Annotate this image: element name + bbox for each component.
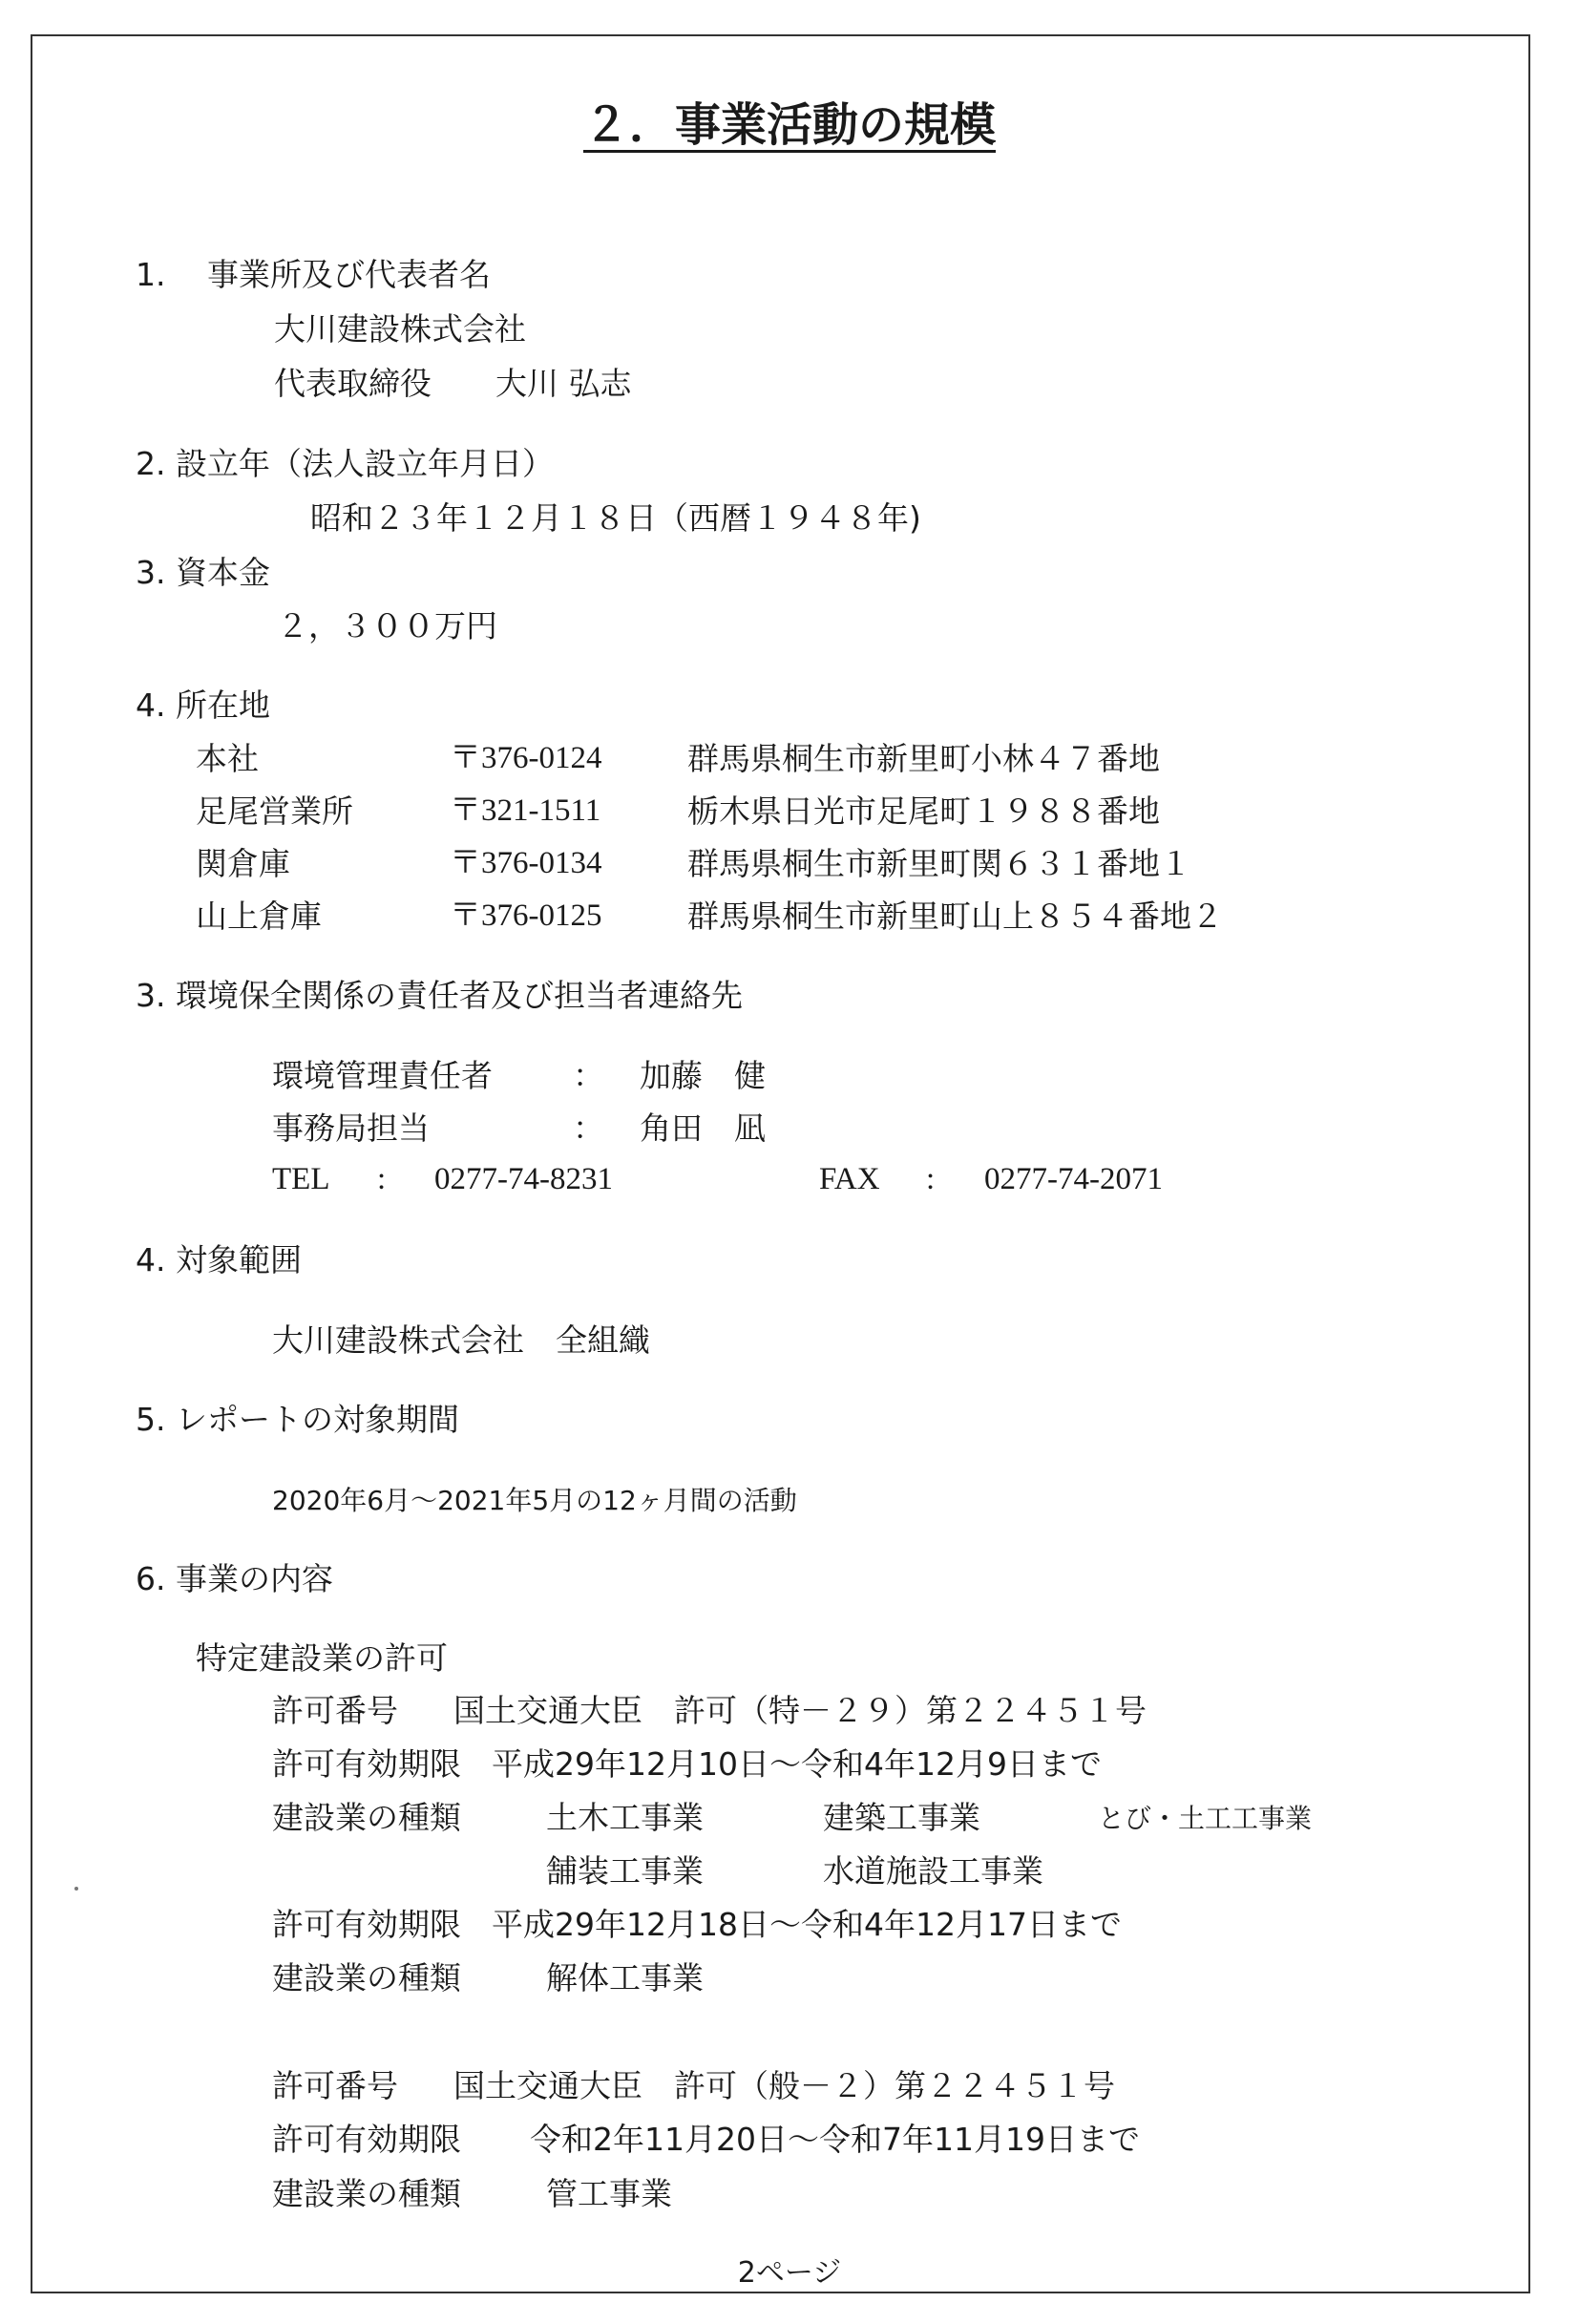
office-name: 山上倉庫 bbox=[196, 898, 322, 935]
tel-label: TEL bbox=[272, 1162, 330, 1196]
capital-value: ２，３００万円 bbox=[277, 607, 497, 644]
scope-value: 大川建設株式会社 全組織 bbox=[272, 1321, 650, 1359]
construction-type: 水道施設工事業 bbox=[823, 1852, 1043, 1890]
construction-types-label: 建設業の種類 bbox=[272, 1959, 461, 1997]
founded-date: 昭和２３年１２月１８日（西暦１９４８年) bbox=[310, 499, 921, 537]
permit-expiry-value: 平成29年12月18日～令和4年12月17日まで bbox=[492, 1906, 1122, 1943]
company-name: 大川建設株式会社 bbox=[274, 310, 526, 348]
representative-name: 大川 弘志 bbox=[495, 365, 632, 402]
permit-number-label: 許可番号 bbox=[272, 2067, 398, 2104]
fax-separator: : bbox=[926, 1162, 936, 1196]
contact-role: 環境管理責任者 bbox=[272, 1057, 493, 1094]
office-postal: 〒321-1511 bbox=[450, 793, 601, 828]
permit-number-label: 許可番号 bbox=[272, 1692, 398, 1729]
section-heading-capital: 3. 資本金 bbox=[136, 554, 270, 591]
period-value: 2020年6月～2021年5月の12ヶ月間の活動 bbox=[272, 1485, 797, 1516]
office-address: 群馬県桐生市新里町小林４７番地 bbox=[687, 740, 1160, 777]
tel-number: 0277-74-8231 bbox=[434, 1162, 613, 1196]
scan-speck bbox=[74, 1887, 78, 1891]
section-heading-representative: 1. 事業所及び代表者名 bbox=[136, 256, 491, 293]
license-type: 特定建設業の許可 bbox=[196, 1639, 448, 1677]
contact-separator: ： bbox=[573, 1109, 604, 1147]
fax-number: 0277-74-2071 bbox=[984, 1162, 1163, 1196]
section-heading-scope: 4. 対象範囲 bbox=[136, 1241, 302, 1278]
office-postal: 〒376-0134 bbox=[450, 846, 602, 880]
permit-expiry-value: 平成29年12月10日～令和4年12月9日まで bbox=[492, 1745, 1102, 1783]
construction-types-label: 建設業の種類 bbox=[272, 2175, 461, 2212]
office-address: 群馬県桐生市新里町関６３１番地１ bbox=[687, 845, 1191, 882]
permit-number-value: 国土交通大臣 許可（般－２）第２２４５１号 bbox=[453, 2067, 1115, 2104]
section-heading-contacts: 3. 環境保全関係の責任者及び担当者連絡先 bbox=[136, 977, 743, 1014]
construction-type: 土木工事業 bbox=[546, 1799, 704, 1836]
permit-number-value: 国土交通大臣 許可（特－２９）第２２４５１号 bbox=[453, 1692, 1147, 1729]
section-heading-period: 5. レポートの対象期間 bbox=[136, 1401, 459, 1438]
contact-separator: ： bbox=[573, 1057, 604, 1094]
office-postal: 〒376-0124 bbox=[450, 741, 602, 775]
office-address: 栃木県日光市足尾町１９８８番地 bbox=[687, 792, 1160, 830]
construction-types-label: 建設業の種類 bbox=[272, 1799, 461, 1836]
contact-name: 角田 凪 bbox=[640, 1109, 766, 1147]
fax-label: FAX bbox=[819, 1162, 880, 1196]
office-postal: 〒376-0125 bbox=[450, 898, 602, 933]
construction-type: 解体工事業 bbox=[546, 1959, 704, 1997]
contact-role: 事務局担当 bbox=[272, 1109, 430, 1147]
permit-expiry-label: 許可有効期限 bbox=[272, 2121, 461, 2158]
contact-name: 加藤 健 bbox=[640, 1057, 766, 1094]
page-title: ２．事業活動の規模 bbox=[582, 98, 996, 152]
permit-expiry-label: 許可有効期限 bbox=[272, 1906, 461, 1943]
office-name: 本社 bbox=[196, 740, 259, 777]
section-heading-locations: 4. 所在地 bbox=[136, 687, 270, 724]
construction-type: 舗装工事業 bbox=[546, 1852, 704, 1890]
section-heading-business: 6. 事業の内容 bbox=[136, 1560, 333, 1597]
tel-separator: : bbox=[377, 1162, 387, 1196]
office-address: 群馬県桐生市新里町山上８５４番地２ bbox=[687, 898, 1223, 935]
office-name: 足尾営業所 bbox=[196, 792, 353, 830]
construction-type: 建築工事業 bbox=[823, 1799, 980, 1836]
section-heading-founded: 2. 設立年（法人設立年月日） bbox=[136, 445, 554, 482]
office-name: 関倉庫 bbox=[196, 845, 290, 882]
page-border bbox=[31, 34, 1530, 2293]
permit-expiry-label: 許可有効期限 bbox=[272, 1745, 461, 1783]
construction-type: 管工事業 bbox=[546, 2175, 672, 2212]
page-number: 2ページ bbox=[737, 2256, 842, 2290]
permit-expiry-value: 令和2年11月20日～令和7年11月19日まで bbox=[530, 2121, 1140, 2158]
construction-type: とび・土工工事業 bbox=[1098, 1803, 1313, 1834]
representative-title: 代表取締役 bbox=[274, 365, 432, 402]
